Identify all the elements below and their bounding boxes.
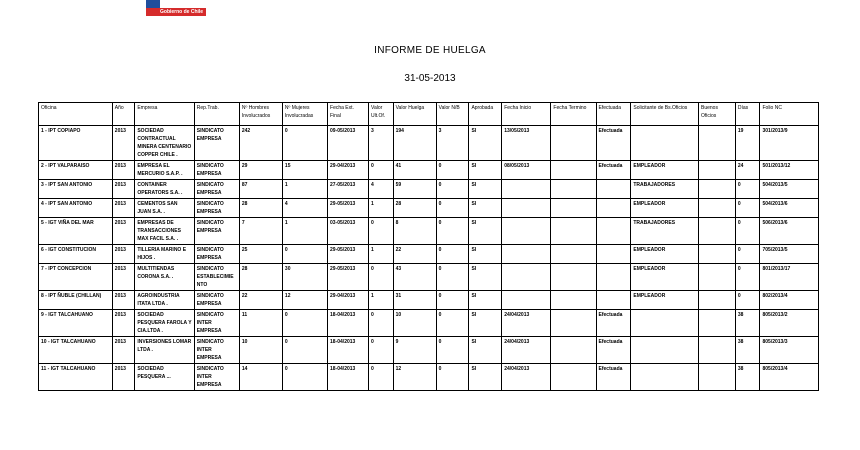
table-cell: 0 (436, 180, 469, 199)
table-cell: 4 - IPT SAN ANTONIO (39, 199, 113, 218)
table-cell: 0 (369, 264, 394, 291)
table-cell: EMPLEADOR (631, 291, 699, 310)
table-cell: MULTITIENDAS CORONA S.A. . (135, 264, 194, 291)
table-cell: 2013 (112, 291, 135, 310)
table-cell: SI (469, 126, 502, 161)
table-cell: 41 (393, 161, 436, 180)
table-cell (551, 126, 596, 161)
table-cell: 0 (369, 364, 394, 391)
column-header: Solicitante de Bs.Oficios (631, 103, 699, 126)
gobierno-de-chile-logo (146, 0, 206, 16)
table-cell: SI (469, 310, 502, 337)
table-cell: 18-04/2013 (328, 310, 369, 337)
table-cell: 18-04/2013 (328, 337, 369, 364)
table-cell: SI (469, 337, 502, 364)
table-cell: Efectuada (596, 161, 631, 180)
table-cell: 194 (393, 126, 436, 161)
table-cell: 0 (735, 264, 760, 291)
table-cell: Efectuada (596, 310, 631, 337)
table-cell: 08/05/2013 (502, 161, 551, 180)
table-cell (551, 180, 596, 199)
table-cell: 0 (735, 218, 760, 245)
table-cell (699, 245, 736, 264)
column-header: Fecha Termino (551, 103, 596, 126)
column-header: Días (735, 103, 760, 126)
table-cell: SINDICATO EMPRESA (194, 180, 239, 199)
table-cell: 15 (282, 161, 327, 180)
table-cell: 19 (735, 126, 760, 161)
table-cell: SI (469, 161, 502, 180)
table-cell: 22 (239, 291, 282, 310)
table-cell: 0 (282, 337, 327, 364)
table-cell (699, 264, 736, 291)
table-cell: SOCIEDAD CONTRACTUAL MINERA CENTENARIO COPPER CHILE . (135, 126, 194, 161)
table-cell: EMPRESA EL MERCURIO S.A.P. . (135, 161, 194, 180)
table-cell: EMPLEADOR (631, 264, 699, 291)
table-cell: 0 (436, 264, 469, 291)
table-cell: SINDICATO EMPRESA (194, 218, 239, 245)
table-cell: 0 (436, 364, 469, 391)
table-cell (551, 291, 596, 310)
table-cell: 12 (393, 364, 436, 391)
table-cell: 1 (282, 218, 327, 245)
table-cell: 10 (393, 310, 436, 337)
table-cell: 29-05/2013 (328, 264, 369, 291)
logo-text: Gobierno de Chile (146, 8, 206, 16)
table-cell (502, 264, 551, 291)
table-cell: 2013 (112, 364, 135, 391)
table-row (39, 218, 819, 245)
table-cell: 0 (436, 218, 469, 245)
table-cell: SINDICATO EMPRESA (194, 199, 239, 218)
column-header: Fecha Ext. Final (328, 103, 369, 126)
column-header: Rep.Trab. (194, 103, 239, 126)
table-cell: 8 (393, 218, 436, 245)
table-cell (551, 161, 596, 180)
table-cell: SINDICATO INTER EMPRESA (194, 337, 239, 364)
table-cell: 59 (393, 180, 436, 199)
strike-report-table (38, 102, 819, 391)
table-cell: 0 (436, 245, 469, 264)
table-cell (699, 161, 736, 180)
column-header: Folio NC (760, 103, 819, 126)
table-cell: 506/2013/6 (760, 218, 819, 245)
table-cell (502, 218, 551, 245)
table-cell: 0 (369, 218, 394, 245)
table-cell: Efectuada (596, 126, 631, 161)
table-cell (502, 291, 551, 310)
table-cell: 22 (393, 245, 436, 264)
table-cell (596, 264, 631, 291)
table-cell (502, 199, 551, 218)
table-row (39, 337, 819, 364)
table-cell: TILLERIA MARINO E HIJOS . (135, 245, 194, 264)
table-cell: 504/2013/6 (760, 199, 819, 218)
table-cell: 18-04/2013 (328, 364, 369, 391)
table-cell: 24 (735, 161, 760, 180)
table-cell: 6 - IGT CONSTITUCION (39, 245, 113, 264)
table-cell: 0 (369, 161, 394, 180)
table-cell: EMPLEADOR (631, 199, 699, 218)
table-cell: 12 (282, 291, 327, 310)
table-cell (502, 180, 551, 199)
table-cell: 2013 (112, 245, 135, 264)
table-cell: 3 (436, 126, 469, 161)
table-cell: 501/2013/12 (760, 161, 819, 180)
table-cell (551, 310, 596, 337)
table-cell: 0 (282, 126, 327, 161)
table-cell (596, 245, 631, 264)
table-cell: 0 (282, 310, 327, 337)
table-cell: 09-05/2013 (328, 126, 369, 161)
table-row (39, 126, 819, 161)
table-cell: INVERSIONES LOMAR LTDA . (135, 337, 194, 364)
table-cell: 38 (735, 310, 760, 337)
table-cell: SINDICATO INTER EMPRESA (194, 364, 239, 391)
table-cell: 87 (239, 180, 282, 199)
table-cell: 31 (393, 291, 436, 310)
table-cell: 0 (735, 245, 760, 264)
table-cell: 1 (369, 291, 394, 310)
table-cell: 5 - IGT VIÑA DEL MAR (39, 218, 113, 245)
table-cell: 28 (239, 264, 282, 291)
table-cell: Efectuada (596, 337, 631, 364)
table-cell (551, 245, 596, 264)
table-body (39, 126, 819, 391)
table-cell: 29-05/2013 (328, 199, 369, 218)
column-header: Valor N/B (436, 103, 469, 126)
column-header: Nº Hombres Involucrados (239, 103, 282, 126)
table-cell: EMPLEADOR (631, 161, 699, 180)
table-cell: 03-05/2013 (328, 218, 369, 245)
table-cell: 3 - IPT SAN ANTONIO (39, 180, 113, 199)
column-header: Oficina (39, 103, 113, 126)
table-cell: SI (469, 199, 502, 218)
table-row (39, 199, 819, 218)
table-cell (699, 126, 736, 161)
table-cell: SINDICATO EMPRESA (194, 291, 239, 310)
table-cell: 0 (436, 337, 469, 364)
table-cell: 1 (369, 199, 394, 218)
table-cell (596, 180, 631, 199)
table-cell: 1 (369, 245, 394, 264)
table-cell: 29 (239, 161, 282, 180)
table-cell: 38 (735, 364, 760, 391)
table-cell (699, 364, 736, 391)
table-cell: 805/2013/3 (760, 337, 819, 364)
table-cell: SI (469, 264, 502, 291)
table-cell: 2013 (112, 161, 135, 180)
table-cell: 14 (239, 364, 282, 391)
table-cell: 0 (436, 310, 469, 337)
table-cell: 11 - IGT TALCAHUANO (39, 364, 113, 391)
table-cell: 2013 (112, 199, 135, 218)
column-header: Nº Mujeres Involucradas (282, 103, 327, 126)
table-cell: SINDICATO EMPRESA (194, 161, 239, 180)
table-cell (631, 126, 699, 161)
column-header: Año (112, 103, 135, 126)
table-cell: SI (469, 364, 502, 391)
table-cell: SI (469, 180, 502, 199)
table-cell (631, 364, 699, 391)
table-cell (596, 218, 631, 245)
table-cell: 2013 (112, 126, 135, 161)
table-cell: SINDICATO INTER EMPRESA (194, 310, 239, 337)
table-cell (551, 364, 596, 391)
table-cell: 1 (282, 180, 327, 199)
column-header: Valor Huelga (393, 103, 436, 126)
table-cell: TRABAJADORES (631, 218, 699, 245)
table-cell (551, 218, 596, 245)
table-cell: 4 (369, 180, 394, 199)
table-cell (596, 291, 631, 310)
table-cell: 13/05/2013 (502, 126, 551, 161)
table-cell: 43 (393, 264, 436, 291)
table-cell: 25 (239, 245, 282, 264)
table-cell (502, 245, 551, 264)
report-date: 31-05-2013 (404, 73, 456, 84)
table-cell: 10 - IGT TALCAHUANO (39, 337, 113, 364)
table-cell (551, 199, 596, 218)
table-cell: 2013 (112, 337, 135, 364)
table-cell (699, 310, 736, 337)
table-row (39, 291, 819, 310)
report-title: INFORME DE HUELGA (374, 45, 486, 56)
table-cell: 242 (239, 126, 282, 161)
table-cell: 805/2013/2 (760, 310, 819, 337)
column-header: Efectuada (596, 103, 631, 126)
table-cell (596, 199, 631, 218)
table-cell: 28 (393, 199, 436, 218)
column-header: Aprobada (469, 103, 502, 126)
table-cell: 705/2013/5 (760, 245, 819, 264)
table-cell: 0 (436, 161, 469, 180)
table-cell: 30 (282, 264, 327, 291)
table-cell (699, 199, 736, 218)
table-cell: Efectuada (596, 364, 631, 391)
table-row (39, 364, 819, 391)
table-cell: 38 (735, 337, 760, 364)
table-row (39, 161, 819, 180)
table-cell: 0 (436, 291, 469, 310)
column-header: Valor Ult.Of. (369, 103, 394, 126)
table-cell: SI (469, 291, 502, 310)
table-cell: 2 - IPT VALPARAISO (39, 161, 113, 180)
table-cell (699, 218, 736, 245)
table-cell: 802/2013/4 (760, 291, 819, 310)
column-header: Buenos Oficios (699, 103, 736, 126)
table-header-row (39, 103, 819, 126)
table-cell (551, 337, 596, 364)
table-cell: 0 (735, 291, 760, 310)
table-cell: 0 (436, 199, 469, 218)
table-cell: 0 (369, 310, 394, 337)
table-cell: SINDICATO EMPRESA (194, 126, 239, 161)
table-cell (699, 337, 736, 364)
table-cell: SOCIEDAD PESQUERA FAROLA Y CIA.LTDA . (135, 310, 194, 337)
table-cell: 11 (239, 310, 282, 337)
table-cell (551, 264, 596, 291)
table-cell: SINDICATO ESTABLECIMIENTO (194, 264, 239, 291)
table-cell: 301/2013/9 (760, 126, 819, 161)
table-cell: 28 (239, 199, 282, 218)
table-cell: 24/04/2013 (502, 337, 551, 364)
table-cell: TRABAJADORES (631, 180, 699, 199)
table-cell: 805/2013/4 (760, 364, 819, 391)
table-cell: 0 (735, 199, 760, 218)
table-cell: SI (469, 218, 502, 245)
table-row (39, 245, 819, 264)
table-cell: 29-04/2013 (328, 161, 369, 180)
table-cell (631, 337, 699, 364)
column-header: Fecha Inicio (502, 103, 551, 126)
table-cell: 0 (369, 337, 394, 364)
table-cell: 24/04/2013 (502, 310, 551, 337)
table-cell: CONTAINER OPERATORS S.A. . (135, 180, 194, 199)
column-header: Empresa (135, 103, 194, 126)
table-cell: 2013 (112, 218, 135, 245)
table-cell: 7 (239, 218, 282, 245)
table-row (39, 180, 819, 199)
table-cell: 29-05/2013 (328, 245, 369, 264)
table-cell: 29-04/2013 (328, 291, 369, 310)
table-row (39, 310, 819, 337)
table-cell: SINDICATO EMPRESA (194, 245, 239, 264)
table-cell: 801/2013/17 (760, 264, 819, 291)
table-cell: 9 - IGT TALCAHUANO (39, 310, 113, 337)
table-cell: 24/04/2013 (502, 364, 551, 391)
table-cell: 27-05/2013 (328, 180, 369, 199)
table-cell: 0 (735, 180, 760, 199)
table-cell (699, 180, 736, 199)
table-row (39, 264, 819, 291)
table-cell: 9 (393, 337, 436, 364)
table-cell: EMPLEADOR (631, 245, 699, 264)
table-cell (699, 291, 736, 310)
table-cell: 7 - IPT CONCEPCION (39, 264, 113, 291)
table-cell: 10 (239, 337, 282, 364)
table-cell: 504/2013/5 (760, 180, 819, 199)
table-cell: AGROINDUSTRIA ITATA LTDA . (135, 291, 194, 310)
table-cell: EMPRESAS DE TRANSACCIONES MAX FACIL S.A. . (135, 218, 194, 245)
table-cell: 2013 (112, 180, 135, 199)
table-cell: SI (469, 245, 502, 264)
table-cell: 0 (282, 245, 327, 264)
table-cell: 3 (369, 126, 394, 161)
table-cell: CEMENTOS SAN JUAN S.A. . (135, 199, 194, 218)
table-cell: 4 (282, 199, 327, 218)
table-cell: SOCIEDAD PESQUERA ... (135, 364, 194, 391)
table-cell: 2013 (112, 310, 135, 337)
table-cell: 1 - IPT COPIAPO (39, 126, 113, 161)
table-cell: 2013 (112, 264, 135, 291)
table-cell (631, 310, 699, 337)
table-cell: 8 - IPT ÑUBLE (CHILLAN) (39, 291, 113, 310)
table-cell: 0 (282, 364, 327, 391)
